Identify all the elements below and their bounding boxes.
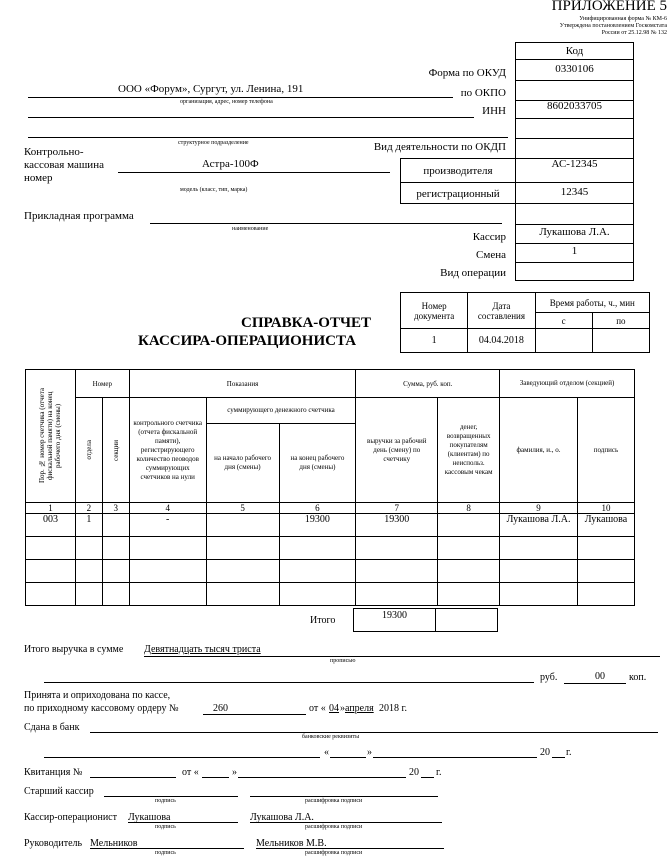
org-hint: организация, адрес, номер телефона: [180, 99, 273, 105]
cell: [129, 537, 206, 560]
cell: [26, 560, 76, 583]
approval-line1: Унифицированная форма № КМ-6: [579, 16, 667, 22]
col-num: 6: [279, 503, 356, 514]
cell: 19300: [279, 514, 356, 537]
in-words-hint: прописью: [330, 658, 356, 664]
cell: [26, 537, 76, 560]
cell: [356, 537, 438, 560]
bank-year-g: г.: [566, 747, 572, 758]
cell: [26, 583, 76, 606]
order-day: 04: [329, 703, 339, 714]
kop-value: 00: [595, 671, 605, 682]
cell: [279, 560, 356, 583]
cell: 003: [26, 514, 76, 537]
cell: [129, 583, 206, 606]
reg-value: 12345: [560, 186, 589, 198]
reg-label: регистрационный: [416, 188, 500, 200]
title-line1: СПРАВКА-ОТЧЕТ: [241, 315, 371, 331]
cell: [500, 583, 578, 606]
order-number: 260: [213, 703, 228, 714]
bank-label: Сдана в банк: [24, 722, 80, 733]
start-header: на начало рабочего дня (смены): [206, 424, 279, 503]
nomer-header: Номер: [75, 370, 129, 398]
table-row: [26, 514, 635, 537]
okud-value: 0330106: [555, 63, 594, 75]
cell: [75, 583, 102, 606]
col-num: 9: [500, 503, 578, 514]
cell: [577, 583, 634, 606]
cell: [577, 537, 634, 560]
cell: [75, 560, 102, 583]
col-num: 5: [206, 503, 279, 514]
decode-hint: расшифровка подписи: [305, 798, 363, 804]
column-numbers-row: [26, 503, 635, 514]
cell: [438, 537, 500, 560]
head-sign: Мельников: [90, 838, 138, 849]
accepted-line1: Принята и оприходована по кассе,: [24, 690, 171, 701]
cell: [206, 537, 279, 560]
okpo-label: по ОКПО: [460, 87, 506, 99]
approval-note: [560, 16, 667, 37]
cell: [279, 583, 356, 606]
receipt-from: от «: [182, 767, 199, 778]
subdivision-hint: структурное подразделение: [178, 140, 249, 146]
kkm-hint: модель (класс, тип, марка): [180, 187, 248, 193]
cell: [500, 560, 578, 583]
operator-sign-hint: подпись: [155, 824, 176, 830]
sekcii-header-text: секции: [111, 439, 120, 461]
senior-cashier-label: Старший кассир: [24, 786, 94, 797]
control-header: контрольного счетчика (отчета фискальной памяти), регистрирующего количество пеоводов суммирующих счетчиков на нули: [129, 398, 206, 503]
cell: [206, 560, 279, 583]
col-num: 10: [577, 503, 634, 514]
doc-date-value: 04.04.2018: [468, 329, 535, 353]
cashier-value: Лукашова Л.А.: [539, 226, 610, 238]
total-sum-label: Итого выручка в сумме: [24, 644, 124, 655]
program-hint: наименование: [232, 226, 269, 232]
fio-header: фамилия, и., о.: [500, 398, 578, 503]
cell: [356, 583, 438, 606]
col-num: 3: [102, 503, 129, 514]
receipt-year-g: г.: [436, 767, 442, 778]
head-decode: Мельников М.В.: [256, 838, 327, 849]
cell: [279, 537, 356, 560]
approval-line2: Утверждена постановлением Госкомстата: [559, 23, 667, 29]
cell: [577, 560, 634, 583]
bank-date-close: »: [367, 747, 372, 758]
sekcii-header: [102, 398, 129, 503]
cell: 19300: [356, 514, 438, 537]
cell: [102, 583, 129, 606]
doc-date-header: Дата составления: [468, 293, 535, 329]
bank-hint: банковские реквизиты: [302, 734, 360, 740]
order-year: 2018 г.: [379, 703, 407, 714]
title-line2: КАССИРА-ОПЕРАЦИОНИСТА: [138, 333, 357, 349]
accepted-line2: по приходному кассовому ордеру №: [24, 703, 179, 714]
cell: [206, 514, 279, 537]
doc-time-from-value: [535, 329, 592, 353]
kkm-model: Астра-100Ф: [202, 158, 259, 170]
operator-decode-hint: расшифровка подписи: [305, 824, 363, 830]
inn-label: ИНН: [482, 105, 506, 117]
col-num: 1: [26, 503, 76, 514]
code-header: Код: [515, 42, 634, 60]
otdel-header-text: отдела: [84, 440, 93, 460]
operator-label: Кассир-операционист: [24, 812, 117, 823]
head-sign-hint: подпись: [155, 850, 176, 856]
order-month: апреля: [345, 703, 374, 714]
kkm-label-2: кассовая машина: [24, 159, 104, 171]
operator-sign: Лукашова: [128, 812, 171, 823]
cell: [102, 514, 129, 537]
head-label: Руководитель: [24, 838, 83, 849]
doc-number-value: 1: [401, 329, 468, 353]
total-sum-words: Девятнадцать тысяч триста: [144, 644, 261, 655]
cell: 1: [75, 514, 102, 537]
cell: [438, 583, 500, 606]
cell: [75, 537, 102, 560]
cell: [356, 560, 438, 583]
main-table: [25, 369, 635, 606]
kkm-label-3: номер: [24, 172, 53, 184]
pokaz-header: Показания: [129, 370, 356, 398]
total-label: Итого: [310, 615, 336, 626]
maker-label: производителя: [423, 165, 493, 177]
shift-label: Смена: [476, 249, 506, 261]
table-row: [26, 583, 635, 606]
doc-time-from-header: с: [535, 313, 592, 329]
program-label: Прикладная программа: [24, 210, 134, 222]
total-revenue: 19300: [353, 608, 436, 632]
sign-hint: подпись: [155, 798, 176, 804]
rub-label: руб.: [540, 672, 558, 683]
inn-value: 8602033705: [547, 100, 602, 112]
doc-time-to-header: по: [592, 313, 649, 329]
receipt-year-20: 20: [409, 767, 419, 778]
returned-header: денег, возвращенных покупателям (клиентам) по неиспольз. кассовым чекам: [438, 398, 500, 503]
seq-header: [26, 370, 76, 503]
cell: [102, 537, 129, 560]
maker-value: АС-12345: [551, 158, 598, 170]
summ-header: суммирующего денежного счетчика: [206, 398, 356, 424]
receipt-label: Квитанция №: [24, 767, 83, 778]
shift-value: 1: [571, 245, 578, 257]
sign-header: подпись: [577, 398, 634, 503]
doc-time-to-value: [592, 329, 649, 353]
cell: [500, 537, 578, 560]
operation-label: Вид операции: [440, 267, 506, 279]
appendix-title: ПРИЛОЖЕНИЕ 5: [551, 0, 667, 14]
bank-year-20: 20: [540, 747, 550, 758]
document-table: [400, 292, 650, 353]
cell: [438, 514, 500, 537]
total-returned: [435, 608, 498, 632]
table-row: [26, 560, 635, 583]
okud-label: Форма по ОКУД: [428, 67, 506, 79]
col-num: 4: [129, 503, 206, 514]
sum-header: Сумма, руб. коп.: [356, 370, 500, 398]
org-name: ООО «Форум», Сургут, ул. Ленина, 191: [118, 83, 304, 95]
approval-line3: России от 25.12.98 № 132: [601, 30, 667, 36]
head-decode-hint: расшифровка подписи: [305, 850, 363, 856]
doc-time-header: Время работы, ч., мин: [535, 293, 649, 313]
bank-date-open: «: [324, 747, 329, 758]
receipt-close: »: [232, 767, 237, 778]
cell: [206, 583, 279, 606]
kop-label: коп.: [629, 672, 647, 683]
cell: [102, 560, 129, 583]
operator-decode: Лукашова Л.А.: [250, 812, 314, 823]
col-num: 8: [438, 503, 500, 514]
cell: Лукашова: [577, 514, 634, 537]
kkm-label: [24, 146, 104, 185]
cell: [129, 560, 206, 583]
end-header: на конец рабочего дня (смены): [279, 424, 356, 503]
order-mid: »: [340, 703, 345, 714]
order-from: от «: [309, 703, 326, 714]
col-num: 7: [356, 503, 438, 514]
otdel-header: [75, 398, 102, 503]
revenue-header: выручки за рабочий день (смену) по счетчику: [356, 398, 438, 503]
cashier-label: Кассир: [472, 231, 506, 243]
doc-number-header: Номер документа: [401, 293, 468, 329]
okdp-label: Вид деятельности по ОКДП: [373, 141, 506, 153]
seq-header-text: Пор. № номер счетчика (отчета фискальной памяти) на конец рабочего дня (смены): [38, 388, 63, 484]
cell: -: [129, 514, 206, 537]
table-row: [26, 537, 635, 560]
cell: Лукашова Л.А.: [500, 514, 578, 537]
cell: [438, 560, 500, 583]
kkm-label-1: Контрольно-: [24, 146, 84, 158]
head-header: Заведующий отделом (секцией): [500, 370, 635, 398]
col-num: 2: [75, 503, 102, 514]
